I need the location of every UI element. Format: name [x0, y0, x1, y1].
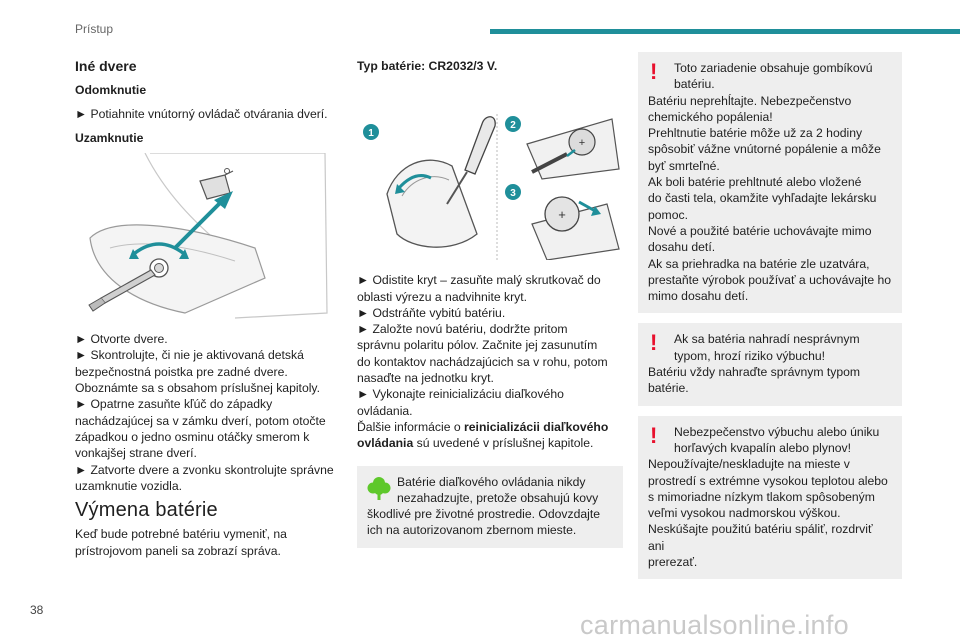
watermark-text: carmanualsonline.info [580, 610, 849, 640]
lock-step-line: bezpečnostná poistka pre zadné dvere. [75, 364, 288, 379]
column-right [638, 52, 902, 579]
section-title-other-doors: Iné dvere [75, 58, 137, 74]
warning-line: Batériu neprehĺtajte. Nebezpečenstvo [648, 93, 852, 108]
lock-step-line: ► Otvorte dvere. [75, 332, 168, 347]
subtitle-locking: Uzamknutie [75, 130, 144, 145]
lock-step-line: nachádzajúcej sa v zámku dverí, potom otočte [75, 413, 326, 428]
header-accent-bar [490, 29, 960, 34]
warning-exclamation-icon: ! [650, 422, 658, 448]
lock-step-line: vonkajšej strane dverí. [75, 446, 197, 461]
warning-box-wrong-battery [638, 323, 902, 405]
unlock-step: ► Potiahnite vnútorný ovládač otvárania dverí. [75, 106, 328, 121]
warning-line: Ak boli batérie prehltnuté alebo vložené [648, 175, 862, 190]
eco-note-line: škodlivé pre životné prostredie. Odovzdajte [367, 507, 601, 522]
warning-line: Nebezpečenstvo výbuchu alebo úniku [674, 424, 880, 439]
warning-exclamation-icon: ! [650, 330, 658, 356]
step-number-1: 1 [368, 128, 374, 140]
page-number: 38 [30, 603, 44, 617]
warning-line: Neskúšajte použitú batériu spáliť, rozdrviť ani [648, 522, 873, 553]
battery-intro-line: prístrojovom paneli sa zobrazí správa. [75, 543, 281, 558]
warning-line: prestaňte výrobok používať a uchovávajte ho [648, 272, 892, 287]
eco-note-line: ich na autorizovanom zbernom mieste. [367, 523, 577, 538]
column-left [75, 58, 335, 559]
more-info-link-text: ovládania [357, 436, 414, 451]
warning-line: prerezať. [648, 555, 698, 570]
warning-line: Batériu vždy nahraďte správnym typom [648, 365, 861, 380]
warning-line: horľavých kvapalín alebo plynov! [674, 440, 851, 455]
battery-step-line: do kontaktov nachádzajúcich sa v rohu, potom [357, 354, 608, 369]
battery-replacement-illustration [357, 84, 623, 260]
lock-step-line: západkou o jedno osminu otáčky smerom k [75, 429, 310, 444]
warning-line: typom, hrozí riziko výbuchu! [674, 348, 826, 363]
eco-notice-box [357, 466, 623, 548]
step-number-3: 3 [510, 188, 516, 200]
lock-step-line: ► Zatvorte dvere a zvonku skontrolujte správne [75, 462, 334, 477]
warning-box-explosion [638, 416, 902, 580]
battery-step-line: ► Založte novú batériu, dodržte pritom [357, 322, 568, 337]
warning-line: spôsobiť vážne vnútorné popálenie a môže [648, 142, 881, 157]
warning-line: Nové a použité batérie uchovávajte mimo [648, 223, 872, 238]
warning-line: Ak sa priehradka na batérie zle uzatvára, [648, 256, 870, 271]
warning-box-button-battery [638, 52, 902, 313]
battery-type-heading: Typ batérie: CR2032/3 V. [357, 59, 498, 73]
warning-exclamation-icon: ! [650, 59, 658, 84]
warning-line: prostredí s extrémne vysokou teplotou alebo [648, 473, 888, 488]
warning-line: Toto zariadenie obsahuje gombíkovú [674, 61, 873, 75]
warning-line: mimo dosahu detí. [648, 289, 749, 304]
warning-line: do časti tela, okamžite vyhľadajte lekársku [648, 191, 877, 206]
warning-line: Prehltnutie batérie môže už za 2 hodiny [648, 126, 863, 141]
warning-line: batériu. [674, 77, 715, 92]
battery-step-line: nasaďte na jednotku kryt. [357, 371, 494, 386]
door-lock-illustration [75, 153, 335, 323]
eco-note-line: nezahadzujte, pretože obsahujú kovy [397, 490, 599, 505]
battery-plus-sign: + [558, 207, 566, 223]
battery-step-line: správnu polaritu pólov. Začnite jej zasunutím [357, 338, 598, 353]
warning-line: Nepoužívajte/neskladujte na mieste v [648, 457, 850, 472]
lock-step-line: ► Skontrolujte, či nie je aktivovaná detská [75, 348, 304, 363]
key-fob-battery-drawing [357, 84, 623, 260]
recycle-tree-icon [367, 475, 391, 505]
battery-step-line: ► Vykonajte reinicializáciu diaľkového [357, 387, 564, 402]
lock-step-line: uzamknutie vozidla. [75, 478, 183, 493]
more-info-link-text: reinicializácii diaľkového [464, 419, 609, 434]
battery-plus-sign: + [578, 137, 586, 150]
running-header-title: Prístup [75, 22, 114, 36]
subtitle-unlocking: Odomknutie [75, 83, 147, 98]
warning-line: chemického popálenia! [648, 109, 773, 124]
column-middle [357, 58, 623, 548]
warning-line: dosahu detí. [648, 240, 716, 255]
warning-line: veľmi vysokou nadmorskou výškou. [648, 506, 841, 521]
step-number-2: 2 [510, 120, 516, 132]
battery-step-line: ► Odistite kryt – zasuňte malý skrutkovač do [357, 273, 601, 288]
battery-step-line: ovládania. [357, 403, 413, 418]
more-info-suffix: sú uvedené v príslušnej kapitole. [413, 436, 594, 451]
battery-step-line: oblasti výrezu a nadvihnite kryt. [357, 289, 528, 304]
lock-step-line: ► Opatrne zasuňte kľúč do západky [75, 397, 273, 412]
battery-step-line: ► Odstráňte vybitú batériu. [357, 305, 506, 320]
lock-step-line: Oboznámte sa s obsahom príslušnej kapitoly. [75, 381, 320, 396]
warning-line: pomoc. [648, 207, 688, 222]
warning-line: s mimoriadne nízkym tlakom spôsobeným [648, 489, 875, 504]
more-info-prefix: Ďalšie informácie o [357, 419, 465, 434]
warning-line: batérie. [648, 381, 689, 396]
eco-note-line: Batérie diaľkového ovládania nikdy [397, 474, 586, 489]
section-title-battery-replacement: Výmena batérie [75, 499, 218, 522]
battery-intro-line: Keď bude potrebné batériu vymeniť, na [75, 527, 287, 542]
door-latch-key-drawing [75, 153, 335, 323]
warning-line: Ak sa batéria nahradí nesprávnym [674, 332, 860, 347]
warning-line: byť smrteľné. [648, 158, 720, 173]
more-info-paragraph [357, 419, 623, 452]
